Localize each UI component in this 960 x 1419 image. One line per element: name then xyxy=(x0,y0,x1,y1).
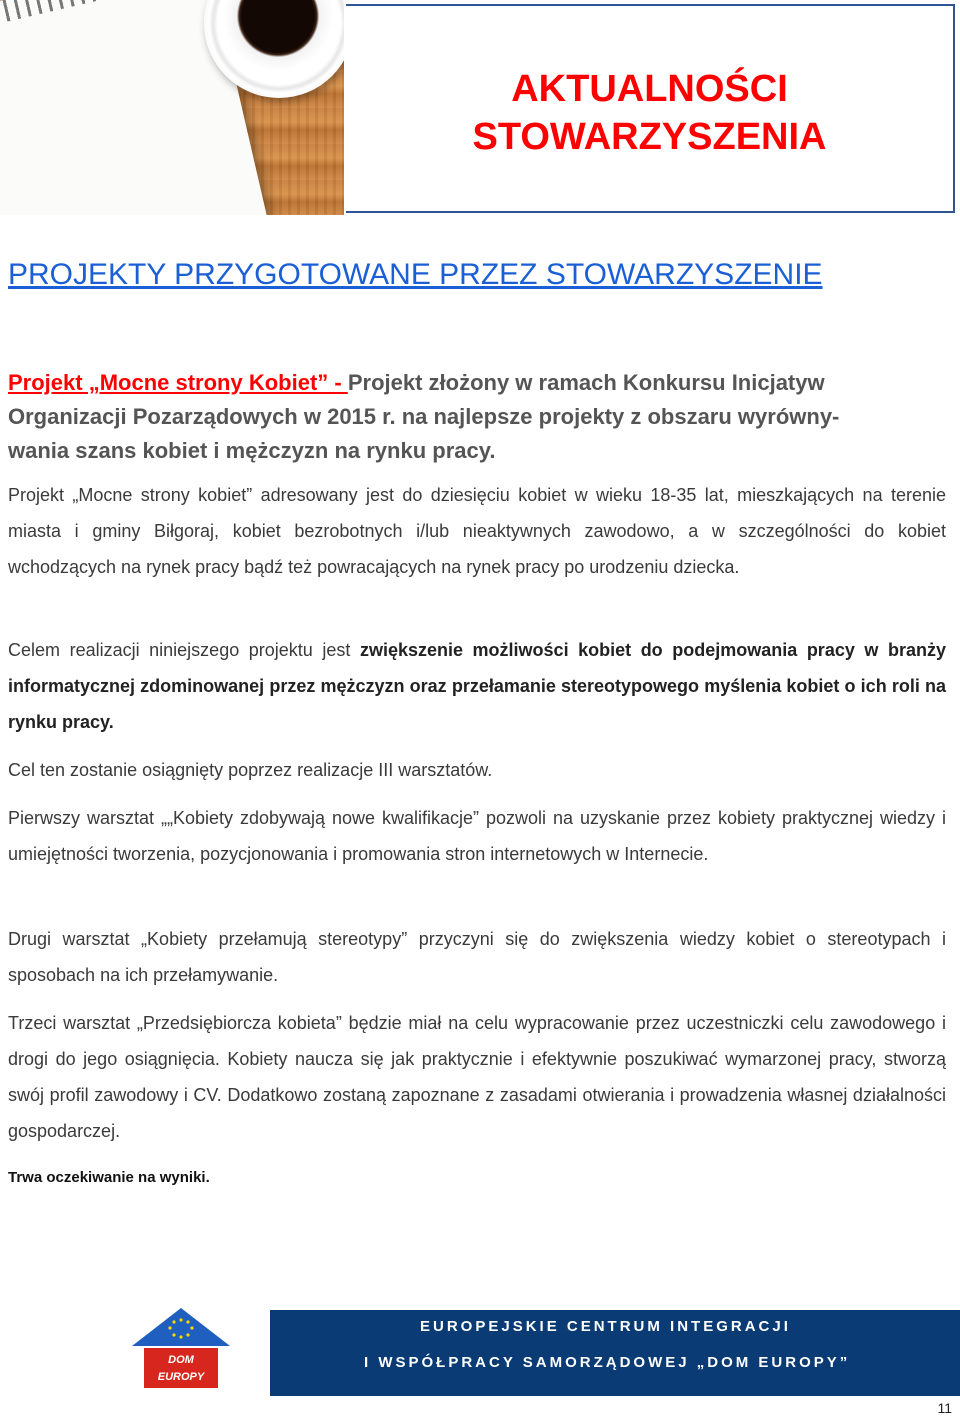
goal-intro: Celem realizacji niniejszego projektu jest xyxy=(8,640,360,660)
lead-line3: wania szans kobiet i mężczyzn na rynku pracy. xyxy=(8,438,496,463)
lead-line1 xyxy=(8,366,958,400)
goal-bold: zwiększenie możliwości kobiet do podejmowania pracy w branży informatycznej zdominowanej przez mężczyzn oraz przełamanie stereotypowego myślenia kobiet o ich roli na rynku pracy. xyxy=(8,640,946,732)
logo-text-dom: DOM xyxy=(168,1354,194,1366)
logo-text-europy: EUROPY xyxy=(157,1371,205,1383)
page-title-line2: STOWARZYSZENIA xyxy=(472,116,827,158)
title-box xyxy=(346,4,955,213)
footer-org-line1: EUROPEJSKIE CENTRUM INTEGRACJI xyxy=(420,1318,791,1335)
page-title-line1: AKTUALNOŚCI xyxy=(511,68,788,110)
project-name: Projekt „Mocne strony Kobiet” - xyxy=(8,370,348,395)
section-heading: PROJEKTY PRZYGOTOWANE PRZEZ STOWARZYSZENIE xyxy=(8,258,823,291)
paragraph-workshop-2: Drugi warsztat „Kobiety przełamują stereotypy” przyczyni się do zwiększenia wiedzy kobiet o stereotypach i sposobach na ich przełamywanie. xyxy=(8,929,946,985)
footer-org-line2: I WSPÓŁPRACY SAMORZĄDOWEJ „DOM EUROPY” xyxy=(364,1354,851,1371)
header-photo xyxy=(0,0,344,215)
page-number: 11 xyxy=(937,1400,952,1416)
lead-line1-rest: Projekt złożony w ramach Konkursu Inicjatyw xyxy=(347,370,825,395)
paragraph-workshop-1: Pierwszy warsztat „„Kobiety zdobywają nowe kwalifikacje” pozwoli na uzyskanie przez kobiety praktycznej wiedzy i umiejętności tworzenia, pozycjonowania i promowania stron internetowych w Internecie. xyxy=(8,808,946,864)
status-note: Trwa oczekiwanie na wyniki. xyxy=(8,1169,210,1186)
paragraph-target-group: Projekt „Mocne strony kobiet” adresowany jest do dziesięciu kobiet w wieku 18-35 lat, mieszkających na terenie miasta i gminy Biłgoraj, kobiet bezrobotnych i/lub nieaktywnych zawodowo, a w szczególności do kobiet wchodzących na rynek pracy bądź też powracających na rynek pracy po urodzeniu dziecka. xyxy=(8,485,946,577)
paragraph-workshops-count: Cel ten zostanie osiągnięty poprzez realizacje III warsztatów. xyxy=(8,760,493,780)
paragraph-goal xyxy=(8,632,946,740)
dom-europy-logo xyxy=(130,1306,232,1392)
lead-line2: Organizacji Pozarządowych w 2015 r. na najlepsze projekty z obszaru wyrówny- xyxy=(8,404,840,429)
paragraph-workshop-3: Trzeci warsztat „Przedsiębiorcza kobieta” będzie miał na celu wypracowanie przez uczestniczki celu zawodowego i drogi do jego osiągnięcia. Kobiety naucza się jak praktycznie i efektywnie poszukiwać wymarzonej pracy, stworzą swój profil zawodowy i CV. Dodatkowo zostaną zapoznane z zasadami otwierania i prowadzenia własnej działalności gospodarczej. xyxy=(8,1013,946,1141)
